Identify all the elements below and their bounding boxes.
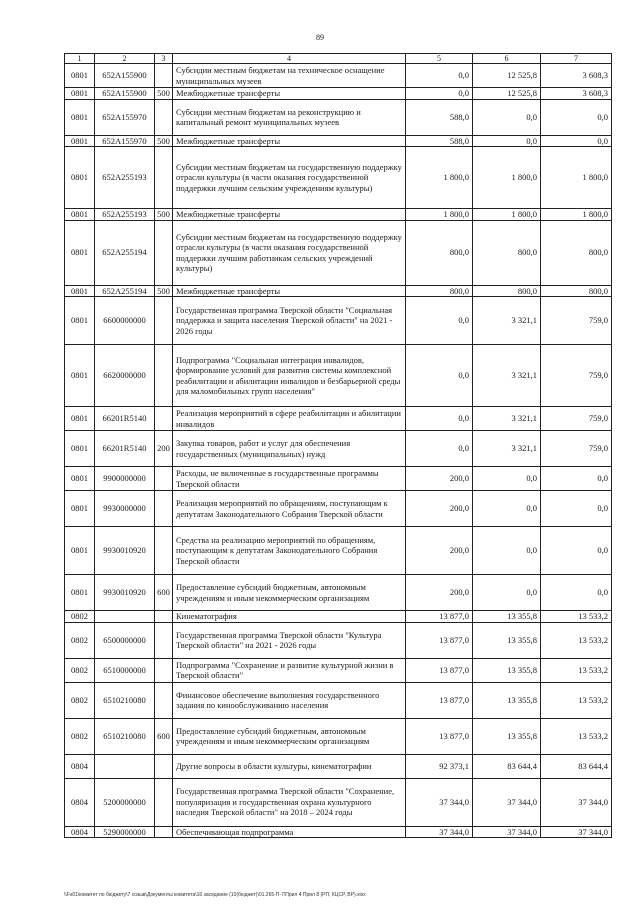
expense-type-cell: 600 (155, 575, 173, 611)
section-code-cell: 0801 (65, 575, 95, 611)
amount-2024-cell: 800,0 (473, 285, 541, 297)
description-cell: Подпрограмма "Сохранение и развитие культурной жизни в Тверской области" (173, 658, 406, 682)
amount-2024-cell: 13 355,8 (473, 658, 541, 682)
target-article-cell (95, 611, 155, 623)
description-cell: Государственная программа Тверской области "Культура Тверской области" на 2021 - 2026 годы (173, 622, 406, 658)
target-article-cell (95, 754, 155, 778)
amount-2023-cell: 13 877,0 (406, 682, 473, 718)
amount-2025-cell: 0,0 (541, 527, 612, 575)
amount-2024-cell: 37 344,0 (473, 826, 541, 838)
amount-2025-cell: 0,0 (541, 135, 612, 147)
section-code-cell: 0801 (65, 467, 95, 491)
table-header-row (65, 54, 612, 64)
expense-type-cell (155, 345, 173, 407)
expense-type-cell (155, 682, 173, 718)
amount-2025-cell: 759,0 (541, 345, 612, 407)
description-cell: Межбюджетные трансферты (173, 285, 406, 297)
amount-2024-cell: 13 355,8 (473, 611, 541, 623)
table-row (65, 345, 612, 407)
amount-2024-cell: 37 344,0 (473, 778, 541, 826)
amount-2024-cell: 12 525,8 (473, 64, 541, 88)
amount-2025-cell: 13 533,2 (541, 718, 612, 754)
target-article-cell: 6510210080 (95, 682, 155, 718)
section-code-cell: 0801 (65, 407, 95, 431)
amount-2023-cell: 13 877,0 (406, 622, 473, 658)
target-article-cell: 652A155900 (95, 64, 155, 88)
table-row (65, 431, 612, 467)
amount-2025-cell: 13 533,2 (541, 658, 612, 682)
description-cell: Реализация мероприятий по обращениям, поступающим к депутатам Законодательного Собрания Тверской области (173, 491, 406, 527)
expense-type-cell (155, 220, 173, 285)
amount-2025-cell: 800,0 (541, 220, 612, 285)
description-cell: Межбюджетные трансферты (173, 209, 406, 221)
amount-2025-cell: 1 800,0 (541, 209, 612, 221)
amount-2025-cell: 0,0 (541, 467, 612, 491)
table-row (65, 64, 612, 88)
expense-type-cell (155, 611, 173, 623)
header-cell: 7 (541, 54, 612, 64)
amount-2025-cell: 1 800,0 (541, 147, 612, 209)
amount-2025-cell: 759,0 (541, 431, 612, 467)
expense-type-cell (155, 147, 173, 209)
table-row (65, 682, 612, 718)
section-code-cell: 0802 (65, 658, 95, 682)
amount-2023-cell: 37 344,0 (406, 778, 473, 826)
amount-2025-cell: 37 344,0 (541, 778, 612, 826)
table-row (65, 135, 612, 147)
amount-2023-cell: 0,0 (406, 407, 473, 431)
expense-type-cell (155, 527, 173, 575)
amount-2023-cell: 0,0 (406, 431, 473, 467)
table-row (65, 527, 612, 575)
description-cell: Межбюджетные трансферты (173, 88, 406, 100)
description-cell: Субсидии местным бюджетам на государственную поддержку отрасли культуры (в части оказания государственной поддержки лучшим работникам сельских учреждений культуры) (173, 220, 406, 285)
target-article-cell: 652A255193 (95, 147, 155, 209)
description-cell: Подпрограмма "Социальная интеграция инвалидов, формирование условий для развития системы комплексной реабилитации и абилитации инвалидов и безбарьерной среды для маломобильных групп населения" (173, 345, 406, 407)
amount-2025-cell: 0,0 (541, 99, 612, 135)
expense-type-cell (155, 826, 173, 838)
target-article-cell: 6510000000 (95, 658, 155, 682)
amount-2023-cell: 0,0 (406, 345, 473, 407)
amount-2023-cell: 13 877,0 (406, 611, 473, 623)
amount-2023-cell: 92 373,1 (406, 754, 473, 778)
table-row (65, 407, 612, 431)
amount-2025-cell: 800,0 (541, 285, 612, 297)
target-article-cell: 5200000000 (95, 778, 155, 826)
target-article-cell: 9930000000 (95, 491, 155, 527)
section-code-cell: 0801 (65, 147, 95, 209)
target-article-cell: 66201R5140 (95, 407, 155, 431)
amount-2024-cell: 0,0 (473, 99, 541, 135)
section-code-cell: 0801 (65, 64, 95, 88)
page-number: 89 (316, 33, 324, 42)
description-cell: Субсидии местным бюджетам на реконструкцию и капитальный ремонт муниципальных музеев (173, 99, 406, 135)
expense-type-cell (155, 754, 173, 778)
description-cell: Предоставление субсидий бюджетным, автономным учреждениям и иным некоммерческим организациям (173, 575, 406, 611)
section-code-cell: 0802 (65, 682, 95, 718)
amount-2024-cell: 800,0 (473, 220, 541, 285)
table-row (65, 147, 612, 209)
section-code-cell: 0802 (65, 718, 95, 754)
section-code-cell: 0802 (65, 611, 95, 623)
table-row (65, 209, 612, 221)
amount-2024-cell: 3 321,1 (473, 407, 541, 431)
expense-type-cell (155, 778, 173, 826)
description-cell: Межбюджетные трансферты (173, 135, 406, 147)
target-article-cell: 66201R5140 (95, 431, 155, 467)
amount-2024-cell: 3 321,1 (473, 431, 541, 467)
description-cell: Предоставление субсидий бюджетным, автономным учреждениям и иным некоммерческим организациям (173, 718, 406, 754)
expense-type-cell (155, 622, 173, 658)
amount-2024-cell: 1 800,0 (473, 147, 541, 209)
budget-table (64, 53, 612, 838)
section-code-cell: 0801 (65, 285, 95, 297)
section-code-cell: 0801 (65, 99, 95, 135)
section-code-cell: 0801 (65, 491, 95, 527)
description-cell: Расходы, не включенные в государственные программы Тверской области (173, 467, 406, 491)
amount-2025-cell: 3 608,3 (541, 64, 612, 88)
amount-2024-cell: 3 321,1 (473, 297, 541, 345)
amount-2025-cell: 3 608,3 (541, 88, 612, 100)
description-cell: Другие вопросы в области культуры, кинематографии (173, 754, 406, 778)
target-article-cell: 9930010920 (95, 527, 155, 575)
expense-type-cell: 500 (155, 88, 173, 100)
target-article-cell: 6620000000 (95, 345, 155, 407)
target-article-cell: 652A255194 (95, 220, 155, 285)
amount-2023-cell: 1 800,0 (406, 209, 473, 221)
section-code-cell: 0804 (65, 826, 95, 838)
expense-type-cell: 500 (155, 209, 173, 221)
amount-2023-cell: 13 877,0 (406, 658, 473, 682)
description-cell: Субсидии местным бюджетам на государственную поддержку отрасли культуры (в части оказания государственной поддержки лучшим сельским учреждениям культуры) (173, 147, 406, 209)
amount-2024-cell: 12 525,8 (473, 88, 541, 100)
section-code-cell: 0801 (65, 527, 95, 575)
target-article-cell: 652A155900 (95, 88, 155, 100)
section-code-cell: 0801 (65, 135, 95, 147)
expense-type-cell: 600 (155, 718, 173, 754)
amount-2023-cell: 0,0 (406, 64, 473, 88)
section-code-cell: 0801 (65, 345, 95, 407)
amount-2024-cell: 0,0 (473, 135, 541, 147)
target-article-cell: 652A155970 (95, 135, 155, 147)
table-row (65, 491, 612, 527)
amount-2024-cell: 0,0 (473, 467, 541, 491)
amount-2023-cell: 800,0 (406, 285, 473, 297)
description-cell: Обеспечивающая подпрограмма (173, 826, 406, 838)
table-row (65, 220, 612, 285)
amount-2023-cell: 200,0 (406, 491, 473, 527)
amount-2024-cell: 1 800,0 (473, 209, 541, 221)
target-article-cell: 5290000000 (95, 826, 155, 838)
amount-2023-cell: 200,0 (406, 527, 473, 575)
expense-type-cell: 500 (155, 285, 173, 297)
amount-2025-cell: 0,0 (541, 575, 612, 611)
table-row (65, 658, 612, 682)
expense-type-cell (155, 297, 173, 345)
amount-2024-cell: 83 644,4 (473, 754, 541, 778)
target-article-cell: 9900000000 (95, 467, 155, 491)
table-row (65, 467, 612, 491)
table-row (65, 778, 612, 826)
amount-2023-cell: 1 800,0 (406, 147, 473, 209)
header-cell: 2 (95, 54, 155, 64)
amount-2024-cell: 0,0 (473, 491, 541, 527)
table-row (65, 99, 612, 135)
section-code-cell: 0801 (65, 220, 95, 285)
table-row (65, 285, 612, 297)
amount-2024-cell: 0,0 (473, 527, 541, 575)
section-code-cell: 0804 (65, 778, 95, 826)
header-cell: 5 (406, 54, 473, 64)
header-cell: 6 (473, 54, 541, 64)
expense-type-cell (155, 64, 173, 88)
header-cell: 1 (65, 54, 95, 64)
expense-type-cell (155, 467, 173, 491)
amount-2025-cell: 0,0 (541, 491, 612, 527)
table-row (65, 718, 612, 754)
target-article-cell: 6600000000 (95, 297, 155, 345)
amount-2023-cell: 13 877,0 (406, 718, 473, 754)
amount-2023-cell: 37 344,0 (406, 826, 473, 838)
header-cell: 4 (173, 54, 406, 64)
amount-2025-cell: 37 344,0 (541, 826, 612, 838)
table-row (65, 575, 612, 611)
target-article-cell: 652A255194 (95, 285, 155, 297)
description-cell: Государственная программа Тверской области "Сохранение, популяризация и государственная охрана культурного наследия Тверской области" на 2018 – 2024 годы (173, 778, 406, 826)
amount-2023-cell: 0,0 (406, 88, 473, 100)
description-cell: Средства на реализацию мероприятий по обращениям, поступающим к депутатам Законодательного Собрания Тверской области (173, 527, 406, 575)
amount-2023-cell: 200,0 (406, 467, 473, 491)
section-code-cell: 0801 (65, 88, 95, 100)
description-cell: Государственная программа Тверской области "Социальная поддержка и защита населения Тверской области" на 2021 - 2026 годы (173, 297, 406, 345)
target-article-cell: 6500000000 (95, 622, 155, 658)
description-cell: Реализация мероприятий в сфере реабилитации и абилитации инвалидов (173, 407, 406, 431)
section-code-cell: 0801 (65, 297, 95, 345)
description-cell: Кинематография (173, 611, 406, 623)
amount-2025-cell: 13 533,2 (541, 622, 612, 658)
amount-2024-cell: 13 355,8 (473, 682, 541, 718)
expense-type-cell (155, 491, 173, 527)
amount-2024-cell: 3 321,1 (473, 345, 541, 407)
table-row (65, 297, 612, 345)
description-cell: Субсидии местным бюджетам на техническое оснащение муниципальных музеев (173, 64, 406, 88)
amount-2023-cell: 588,0 (406, 99, 473, 135)
expense-type-cell: 500 (155, 135, 173, 147)
section-code-cell: 0802 (65, 622, 95, 658)
expense-type-cell (155, 658, 173, 682)
target-article-cell: 652A255193 (95, 209, 155, 221)
table-row (65, 826, 612, 838)
amount-2023-cell: 0,0 (406, 297, 473, 345)
description-cell: Закупка товаров, работ и услуг для обеспечения государственных (муниципальных) нужд (173, 431, 406, 467)
section-code-cell: 0804 (65, 754, 95, 778)
amount-2025-cell: 13 533,2 (541, 682, 612, 718)
table-row (65, 611, 612, 623)
section-code-cell: 0801 (65, 431, 95, 467)
target-article-cell: 6510210080 (95, 718, 155, 754)
table-row (65, 754, 612, 778)
header-cell: 3 (155, 54, 173, 64)
amount-2025-cell: 759,0 (541, 407, 612, 431)
amount-2023-cell: 200,0 (406, 575, 473, 611)
amount-2024-cell: 0,0 (473, 575, 541, 611)
expense-type-cell (155, 99, 173, 135)
amount-2024-cell: 13 355,8 (473, 718, 541, 754)
amount-2023-cell: 800,0 (406, 220, 473, 285)
target-article-cell: 652A155970 (95, 99, 155, 135)
expense-type-cell: 200 (155, 431, 173, 467)
target-article-cell: 9930010920 (95, 575, 155, 611)
amount-2025-cell: 83 644,4 (541, 754, 612, 778)
amount-2024-cell: 13 355,8 (473, 622, 541, 658)
amount-2025-cell: 13 533,2 (541, 611, 612, 623)
table-row (65, 622, 612, 658)
expense-type-cell (155, 407, 173, 431)
amount-2023-cell: 588,0 (406, 135, 473, 147)
section-code-cell: 0801 (65, 209, 95, 221)
description-cell: Финансовое обеспечение выполнения государственного задания по кинообслуживанию населения (173, 682, 406, 718)
amount-2025-cell: 759,0 (541, 297, 612, 345)
table-row (65, 88, 612, 100)
file-path-footer: \\Fs01\комитет по бюджету\7 созыв\Документы комитета\16 заседание (10(бюджет)\01.265-П-7\Прил 4 Прил 8 (РП, КЦСР, ВР).xlsx (64, 892, 366, 898)
